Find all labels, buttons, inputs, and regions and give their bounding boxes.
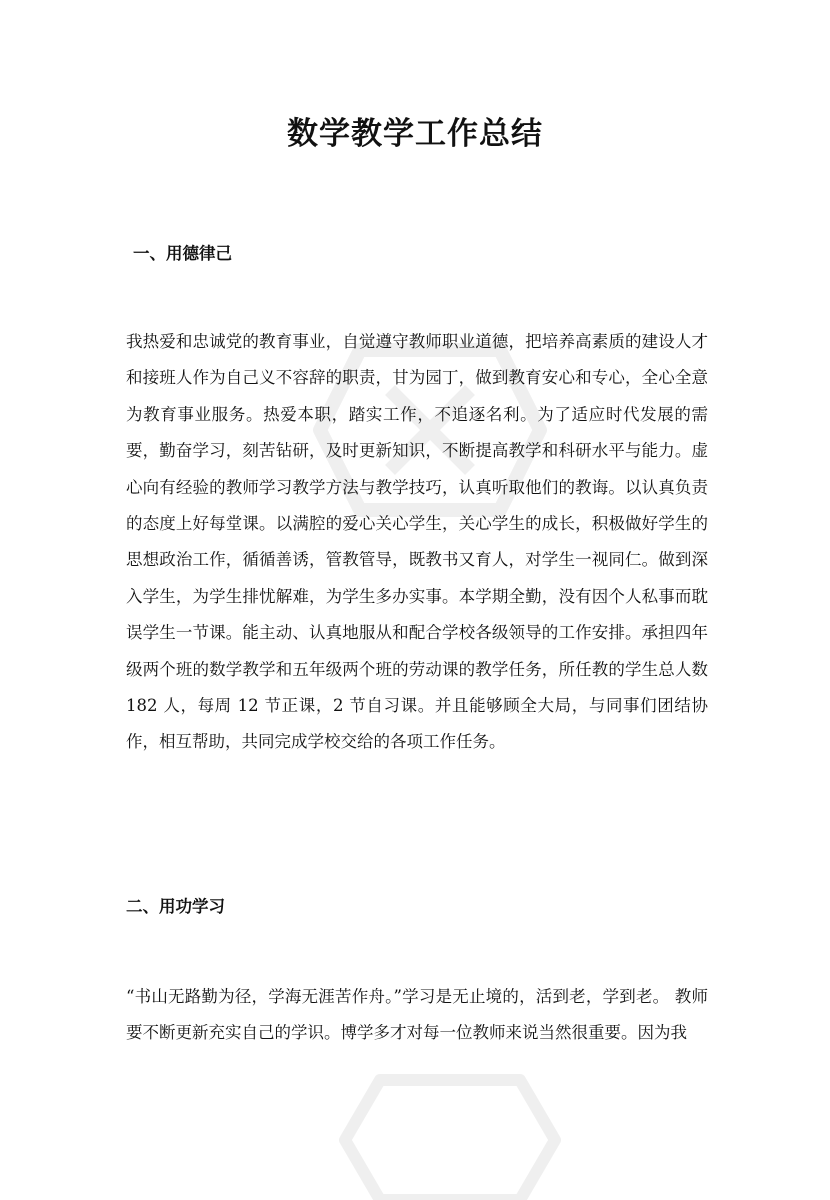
- page-title: 数学教学工作总结: [287, 116, 543, 152]
- section-heading-1: 一、用德律己: [133, 244, 232, 263]
- section-paragraph-2: “书山无路勤为径，学海无涯苦作舟。”学习是无止境的，活到老，学到老。 教师要不断更新充实自己的学识。博学多才对每一位教师来说当然很重要。因为我: [126, 987, 708, 1043]
- section-heading-2: 二、用功学习: [126, 897, 225, 916]
- section-paragraph-1: 我热爱和忠诚党的教育事业，自觉遵守教师职业道德，把培养高素质的建设人才和接班人作为自己义不容辞的职责，甘为园丁，做到教育安心和专心，全心全意为教育事业服务。热爱本职，踏实工作，不追逐名利。为了适应时代发展的需要，勤奋学习，刻苦钻研，及时更新知识，不断提高教学和科研水平与能力。虚心向有经验的教师学习教学方法与教学技巧，认真听取他们的教诲。以认真负责的态度上好每堂课。以满腔的爱心关心学生，关心学生的成长，积极做好学生的思想政治工作，循循善诱，管教管导，既教书又育人，对学生一视同仁。做到深入学生，为学生排忧解难，为学生多办实事。本学期全勤，没有因个人私事而耽误学生一节课。能主动、认真地服从和配合学校各级领导的工作安排。承担四年级两个班的数学教学和五年级两个班的劳动课的教学任务，所任教的学生总人数 182 人，每周 12 节正课，2 节自习课。并且能够顾全大局，与同事们团结协作，相互帮助，共同完成学校交给的各项工作任务。: [126, 332, 708, 752]
- watermark-logo-icon-bottom: [330, 1060, 570, 1200]
